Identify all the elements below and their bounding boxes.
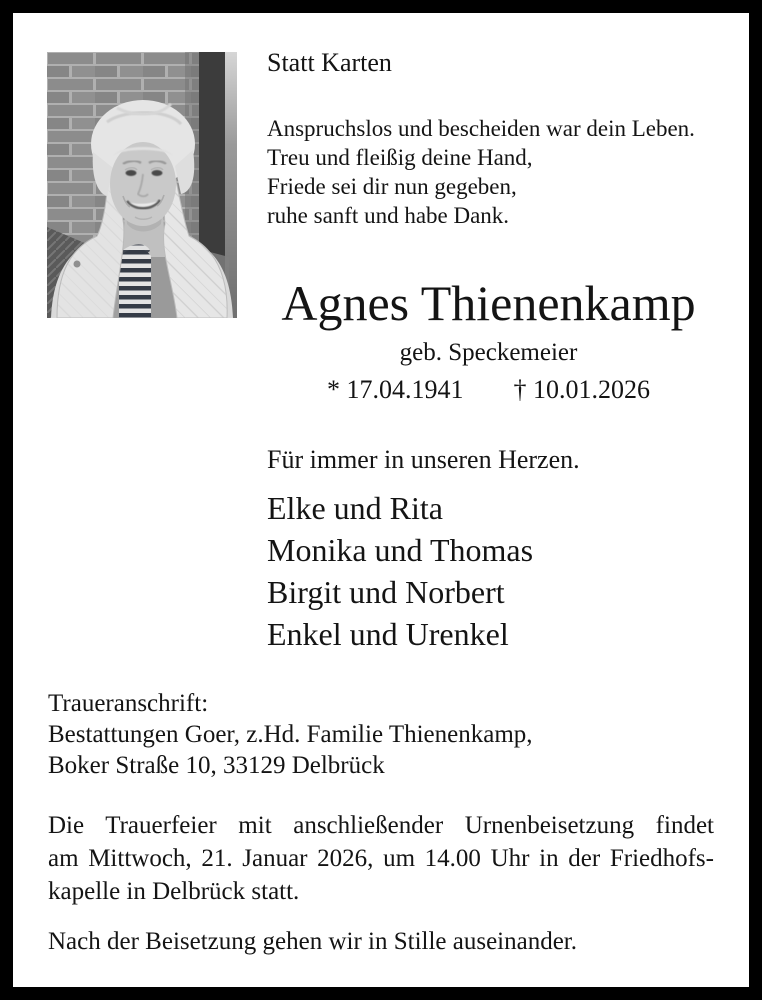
paper — [13, 13, 749, 987]
remembrance-line: Für immer in unseren Herzen. — [267, 445, 580, 474]
poem-line: Friede sei dir nun gegeben, — [267, 174, 517, 199]
funeral-info — [48, 809, 714, 908]
portrait-photo-svg — [47, 52, 237, 318]
closing-line: Nach der Beisetzung gehen wir in Stille auseinander. — [48, 928, 578, 955]
funeral-info-line: am Mittwoch, 21. Januar 2026, um 14.00 Uhr in der Friedhofs- — [48, 845, 714, 872]
memorial-poem — [267, 114, 727, 230]
poem-line: Anspruchslos und bescheiden war dein Leben. — [267, 116, 695, 141]
statt-karten-note: Statt Karten — [267, 48, 392, 77]
address-label: Traueranschrift: — [48, 690, 209, 717]
funeral-info-line: Die Trauerfeier mit anschließender Urnenbeisetzung findet — [48, 812, 714, 839]
striped-shirt — [119, 249, 151, 318]
mourning-address — [48, 688, 728, 781]
address-line: Boker Straße 10, 33129 Delbrück — [48, 752, 385, 779]
jacket-button — [74, 261, 81, 268]
death-date: † 10.01.2026 — [513, 375, 650, 404]
deceased-name: Agnes Thienenkamp — [281, 275, 696, 331]
eye-left — [126, 170, 137, 176]
poem-line: Treu und fleißig deine Hand, — [267, 145, 533, 170]
address-line: Bestattungen Goer, z.Hd. Familie Thienenkamp, — [48, 721, 533, 748]
mourner-line: Enkel und Urenkel — [267, 616, 509, 652]
birth-date: * 17.04.1941 — [327, 375, 464, 404]
birth-name: geb. Speckemeier — [399, 339, 578, 366]
funeral-info-line: kapelle in Delbrück statt. — [48, 878, 300, 905]
mourner-line: Elke und Rita — [267, 490, 443, 526]
eye-right — [152, 170, 163, 176]
mourner-line: Birgit und Norbert — [267, 574, 505, 610]
portrait-photo — [47, 52, 237, 318]
mourners-list — [267, 487, 710, 655]
face — [110, 142, 176, 226]
poem-line: ruhe sanft und habe Dank. — [267, 203, 510, 228]
life-dates — [267, 377, 710, 403]
mourner-line: Monika und Thomas — [267, 532, 534, 568]
